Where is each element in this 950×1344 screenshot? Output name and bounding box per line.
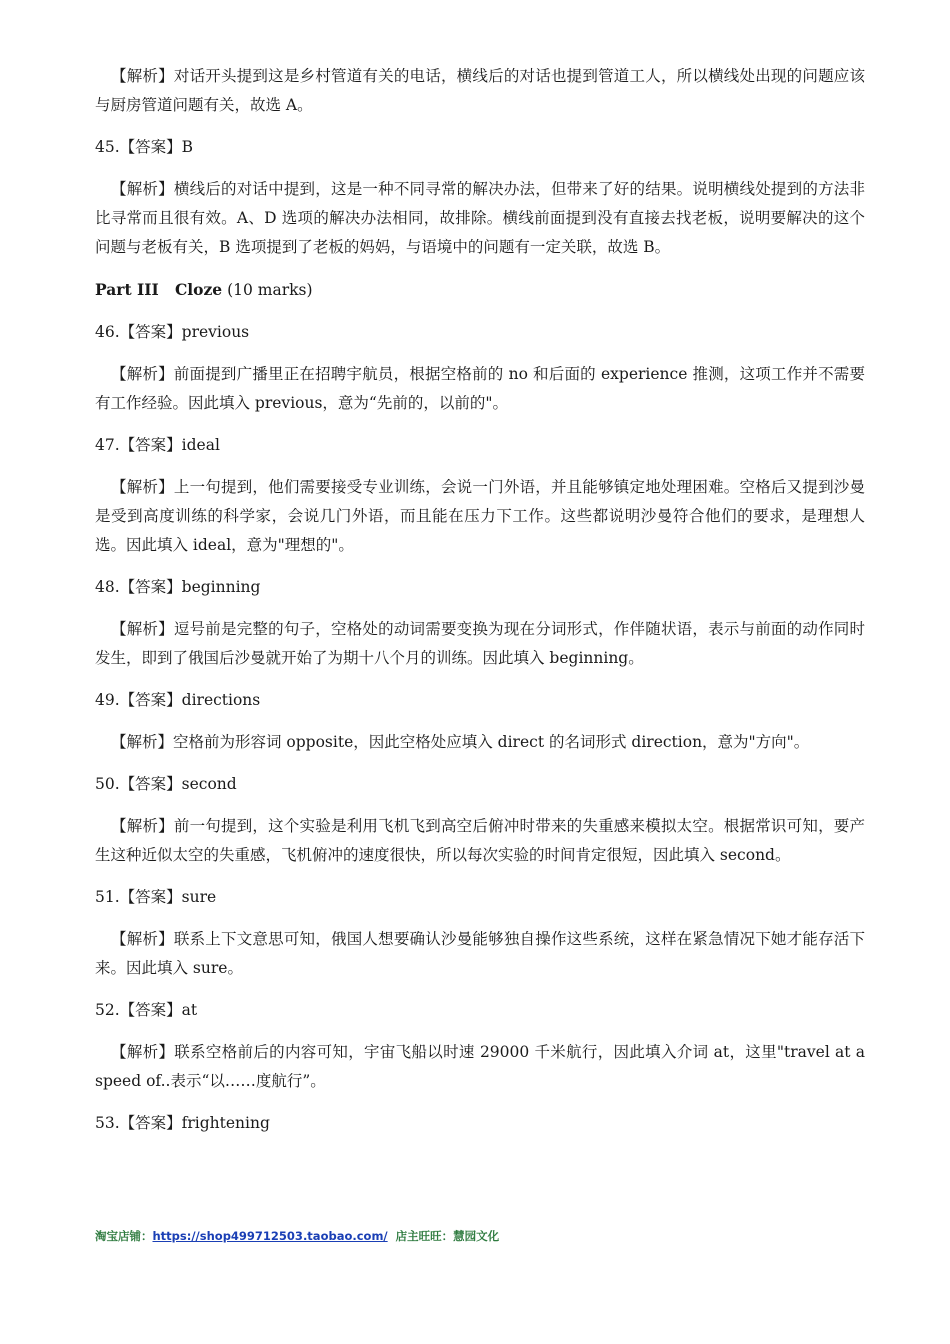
answer-45: 45.【答案】B: [95, 138, 194, 156]
answer-52: 52.【答案】at: [95, 1001, 198, 1019]
explanation-46: 【解析】前面提到广播里正在招聘宇航员，根据空格前的 no 和后面的 experience 推测，这项工作并不需要有工作经验。因此填入 previous，意为“先前的，以前的"。: [95, 365, 865, 412]
answer-51: 51.【答案】sure: [95, 888, 217, 906]
section-title-text: Part III Cloze: [95, 280, 223, 299]
document-body: [95, 62, 865, 1138]
section-marks: (10 marks): [222, 281, 313, 299]
footer-prefix: 淘宝店铺：: [95, 1229, 153, 1243]
answer-49: 49.【答案】directions: [95, 691, 261, 709]
explanation-49: 【解析】空格前为形容词 opposite，因此空格处应填入 direct 的名词形式 direction，意为"方向"。: [111, 733, 810, 751]
explanation-47: 【解析】上一句提到，他们需要接受专业训练，会说一门外语，并且能够镇定地处理困难。空格后又提到沙曼是受到高度训练的科学家，会说几门外语，而且能在压力下工作。这些都说明沙曼符合他们的要求，是理想人选。因此填入 ideal，意为"理想的"。: [95, 478, 865, 554]
answer-46: 46.【答案】previous: [95, 323, 250, 341]
answer-53: 53.【答案】frightening: [95, 1114, 270, 1132]
section-heading-part3: [95, 275, 865, 305]
explanation-50: 【解析】前一句提到，这个实验是利用飞机飞到高空后俯冲时带来的失重感来模拟太空。根据常识可知，要产生这种近似太空的失重感，飞机俯冲的速度很快，所以每次实验的时间肯定很短，因此填入 second。: [95, 817, 865, 864]
footer-suffix: 店主旺旺：慧园文化: [387, 1229, 500, 1243]
explanation-45: 【解析】横线后的对话中提到，这是一种不同寻常的解决办法，但带来了好的结果。说明横线处提到的方法非比寻常而且很有效。A、D 选项的解决办法相同，故排除。横线前面提到没有直接去找老板，说明要解决的这个问题与老板有关，B 选项提到了老板的妈妈，与语境中的问题有一定关联，故选 B。: [95, 180, 865, 256]
footer-shop-info: [95, 1228, 499, 1244]
explanation-48: 【解析】逗号前是完整的句子，空格处的动词需要变换为现在分词形式，作伴随状语，表示与前面的动作同时发生，即到了俄国后沙曼就开始了为期十八个月的训练。因此填入 beginning。: [95, 620, 865, 667]
answer-48: 48.【答案】beginning: [95, 578, 261, 596]
explanation-44: 【解析】对话开头提到这是乡村管道有关的电话，横线后的对话也提到管道工人，所以横线处出现的问题应该与厨房管道问题有关，故选 A。: [95, 67, 865, 114]
footer-shop-link[interactable]: https://shop499712503.taobao.com/: [152, 1229, 388, 1243]
answer-47: 47.【答案】ideal: [95, 436, 220, 454]
answer-50: 50.【答案】second: [95, 775, 237, 793]
explanation-52: 【解析】联系空格前后的内容可知，宇宙飞船以时速 29000 千米航行，因此填入介词 at，这里"travel at a speed of..表示“以……度航行”。: [95, 1043, 865, 1090]
explanation-51: 【解析】联系上下文意思可知，俄国人想要确认沙曼能够独自操作这些系统，这样在紧急情况下她才能存活下来。因此填入 sure。: [95, 930, 865, 977]
